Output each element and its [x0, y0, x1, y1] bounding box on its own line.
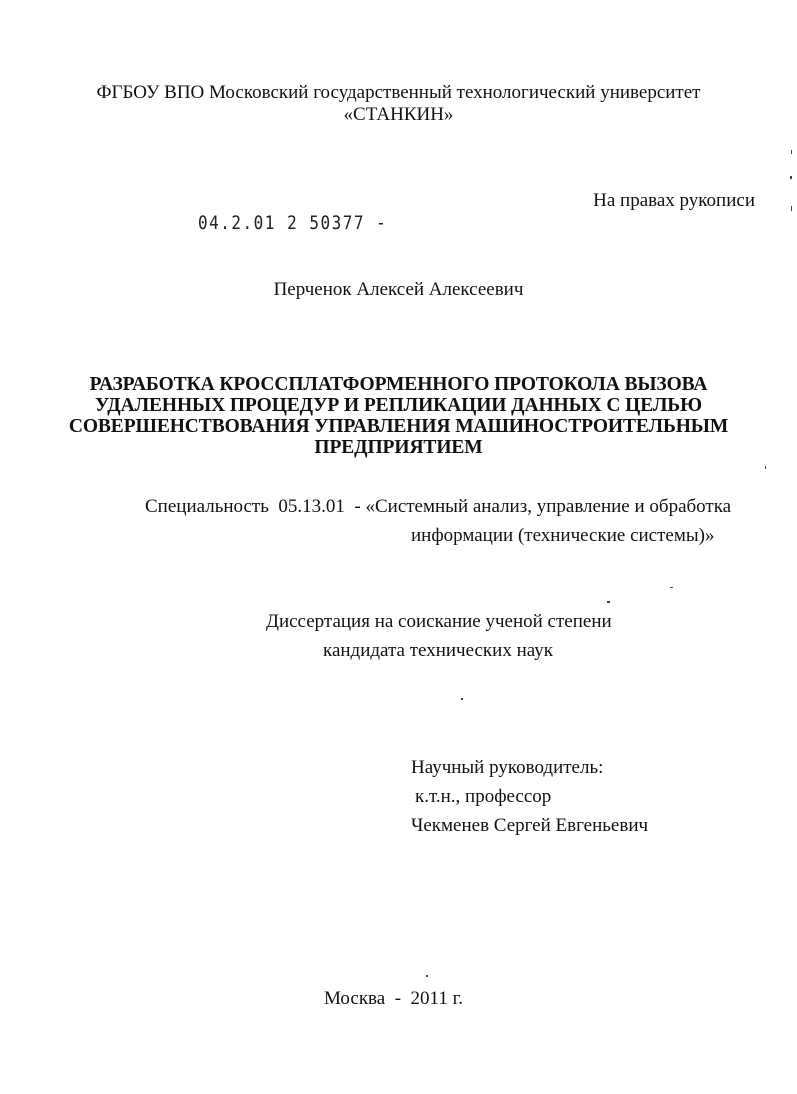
title-line-4: ПРЕДПРИЯТИЕМ — [314, 437, 483, 458]
footer-city: Москва — [324, 988, 386, 1009]
institution-line-2: «СТАНКИН» — [343, 104, 454, 125]
scan-speck — [670, 587, 673, 588]
specialty-code: 05.13.01 — [278, 496, 345, 517]
title-line-2: УДАЛЕННЫХ ПРОЦЕДУР И РЕПЛИКАЦИИ ДАННЫХ С ЦЕЛЬЮ — [95, 395, 702, 416]
specialty-name-1: - «Системный анализ, управление и обработка — [354, 496, 732, 517]
scan-speck — [461, 698, 463, 700]
footer-place-year — [0, 988, 792, 1010]
specialty-name-2: информации (технические системы)» — [411, 525, 715, 546]
scan-speck — [765, 466, 766, 469]
supervisor-label: Научный руководитель: — [411, 757, 604, 778]
author-name: Перченок Алексей Алексеевич — [273, 279, 524, 300]
title-line-3: СОВЕРШЕНСТВОВАНИЯ УПРАВЛЕНИЯ МАШИНОСТРОИТЕЛЬНЫМ — [68, 416, 729, 437]
supervisor-name: Чекменев Сергей Евгеньевич — [411, 815, 649, 836]
title-line-1: РАЗРАБОТКА КРОССПЛАТФОРМЕННОГО ПРОТОКОЛА ВЫЗОВА — [89, 374, 708, 395]
specialty-line-1 — [145, 496, 731, 518]
supervisor-degree: к.т.н., профессор — [415, 786, 552, 807]
specialty-label: Специальность — [145, 496, 269, 517]
scan-speck — [790, 176, 792, 179]
scan-speck — [791, 206, 792, 211]
degree-line-2: кандидата технических наук — [323, 640, 553, 661]
scan-speck — [607, 601, 610, 603]
degree-line-1: Диссертация на соискание ученой степени — [266, 611, 612, 632]
footer-year: 2011 г. — [410, 988, 463, 1009]
institution-line-1: ФГБОУ ВПО Московский государственный технологический университет — [96, 82, 701, 103]
registration-stamp: 04.2.01 2 50377 - — [198, 211, 388, 234]
footer-separator: - — [394, 988, 402, 1009]
rights-note: На правах рукописи — [593, 190, 755, 211]
scan-speck — [791, 150, 792, 154]
scan-speck — [426, 975, 428, 977]
